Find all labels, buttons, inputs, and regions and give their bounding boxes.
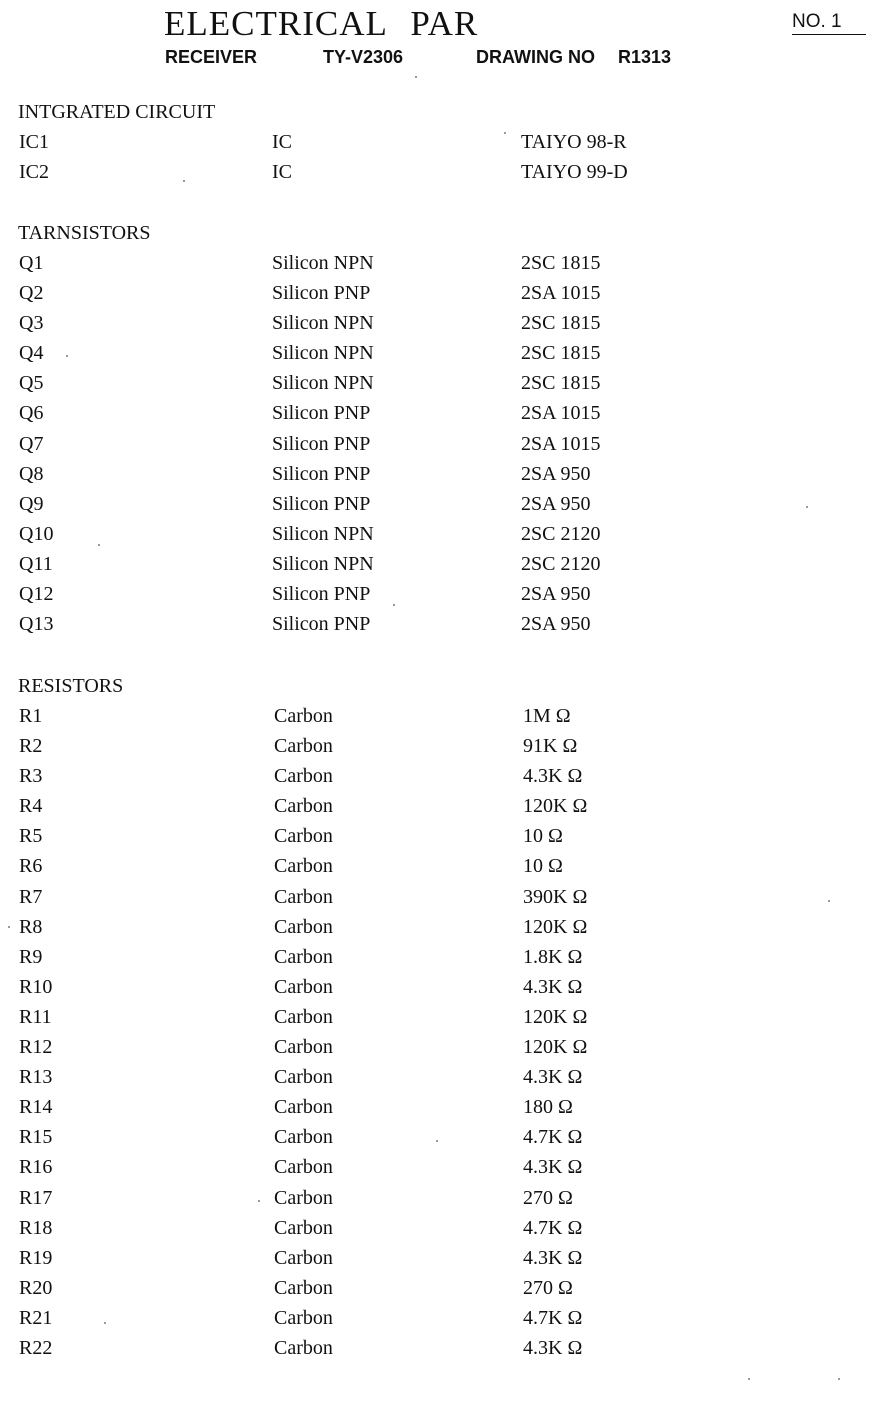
part-ref: Q1: [19, 252, 44, 274]
table-row: [0, 310, 876, 340]
part-ref: R14: [19, 1096, 53, 1119]
part-value: 2SA 950: [521, 462, 591, 485]
part-value: 4.7K Ω: [523, 1126, 583, 1149]
part-value: 4.3K Ω: [523, 975, 583, 998]
table-row: [0, 884, 876, 914]
part-ref: R12: [19, 1036, 53, 1059]
part-type: Carbon: [274, 765, 333, 788]
part-value: 120K Ω: [523, 1036, 588, 1059]
part-value: 4.7K Ω: [523, 1306, 583, 1329]
part-value: 2SA 950: [521, 492, 591, 515]
part-ref: R22: [19, 1336, 53, 1359]
part-ref: R8: [19, 915, 43, 938]
table-row: [0, 1215, 876, 1245]
table-row: [0, 1004, 876, 1034]
table-row: [0, 793, 876, 823]
table-row: [0, 914, 876, 944]
part-value: 4.3K Ω: [523, 1066, 583, 1089]
table-row: [0, 703, 876, 733]
part-ref: R20: [19, 1276, 53, 1299]
table-row: [0, 1094, 876, 1124]
product-label: RECEIVER: [165, 47, 258, 67]
part-ref: Q10: [19, 522, 54, 545]
part-value: 1.8K Ω: [523, 945, 583, 968]
resistor-list: [0, 703, 876, 1365]
part-ref: R1: [19, 705, 43, 727]
part-type: Silicon PNP: [272, 432, 371, 455]
part-ref: R3: [19, 765, 43, 788]
table-row: [0, 1124, 876, 1154]
part-type: Silicon PNP: [272, 492, 371, 515]
part-ref: R4: [19, 795, 43, 818]
part-ref: R18: [19, 1216, 53, 1239]
table-row: [0, 853, 876, 883]
part-value: 2SA 1015: [521, 402, 601, 425]
part-ref: Q11: [19, 552, 53, 575]
part-value: TAIYO 99-D: [521, 161, 628, 184]
table-row: [0, 340, 876, 370]
table-row: [0, 400, 876, 430]
transistor-list: [0, 250, 876, 641]
part-ref: R16: [19, 1156, 53, 1179]
scan-speck: [748, 1378, 750, 1380]
scan-speck: [104, 1322, 106, 1324]
scan-speck: [393, 604, 395, 606]
part-ref: Q6: [19, 402, 44, 425]
scan-speck: [183, 180, 185, 182]
part-type: Carbon: [274, 1306, 333, 1329]
table-row: [0, 1305, 876, 1335]
part-type: Carbon: [274, 1276, 333, 1299]
table-row: [0, 1185, 876, 1215]
part-value: 120K Ω: [523, 915, 588, 938]
part-ref: R2: [19, 735, 43, 758]
table-row: [0, 1335, 876, 1365]
section-title: INTGRATED CIRCUIT: [18, 101, 216, 123]
part-value: 2SC 1815: [521, 312, 601, 335]
part-type: Silicon PNP: [272, 462, 371, 485]
part-value: 120K Ω: [523, 795, 588, 818]
ic-list: [0, 129, 876, 189]
part-value: 4.3K Ω: [523, 1156, 583, 1179]
model-number: TY-V2306: [323, 47, 404, 67]
table-row: [0, 551, 876, 581]
part-value: 2SC 1815: [521, 342, 601, 365]
table-row: [0, 763, 876, 793]
part-value: 91K Ω: [523, 735, 578, 758]
part-ref: Q4: [19, 342, 44, 365]
table-row: [0, 974, 876, 1004]
part-value: 270 Ω: [523, 1276, 573, 1299]
part-type: Silicon NPN: [272, 312, 374, 335]
part-value: 4.3K Ω: [523, 765, 583, 788]
part-type: Carbon: [274, 705, 333, 727]
part-value: 2SA 950: [521, 583, 591, 606]
part-type: Silicon PNP: [272, 583, 371, 606]
scan-speck: [66, 355, 68, 357]
section-title: RESISTORS: [18, 675, 124, 697]
part-value: 2SC 2120: [521, 522, 601, 545]
table-row: [0, 280, 876, 310]
table-row: [0, 1034, 876, 1064]
scan-speck: [415, 76, 417, 78]
part-value: 390K Ω: [523, 885, 588, 908]
table-row: [0, 461, 876, 491]
part-type: Carbon: [274, 1126, 333, 1149]
part-ref: IC2: [19, 161, 49, 184]
part-type: Silicon NPN: [272, 372, 374, 395]
table-row: [0, 581, 876, 611]
drawing-number: R1313: [618, 47, 672, 67]
part-type: Silicon PNP: [272, 402, 371, 425]
table-row: [0, 521, 876, 551]
table-row: [0, 159, 876, 189]
part-type: Silicon PNP: [272, 282, 371, 305]
part-ref: IC1: [19, 131, 49, 153]
part-type: IC: [272, 161, 292, 184]
part-value: 120K Ω: [523, 1005, 588, 1028]
part-value: 1M Ω: [523, 705, 571, 727]
part-ref: R19: [19, 1246, 53, 1269]
part-ref: Q12: [19, 583, 54, 606]
scan-speck: [8, 926, 10, 928]
part-type: Carbon: [274, 825, 333, 848]
part-value: 2SC 2120: [521, 552, 601, 575]
part-value: 2SA 1015: [521, 432, 601, 455]
part-ref: R21: [19, 1306, 53, 1329]
part-type: Carbon: [274, 885, 333, 908]
part-type: IC: [272, 131, 292, 153]
part-value: 2SC 1815: [521, 252, 601, 274]
table-row: [0, 823, 876, 853]
table-row: [0, 611, 876, 641]
part-ref: R11: [19, 1005, 52, 1028]
scan-speck: [828, 900, 830, 902]
table-row: [0, 370, 876, 400]
part-value: 4.7K Ω: [523, 1216, 583, 1239]
part-type: Carbon: [274, 1216, 333, 1239]
page-number: NO. 1: [792, 10, 866, 35]
part-value: TAIYO 98-R: [521, 131, 627, 153]
part-value: 10 Ω: [523, 855, 563, 878]
scan-speck: [806, 506, 808, 508]
drawing-number-label: DRAWING NO: [476, 47, 595, 67]
table-row: [0, 733, 876, 763]
section-title: TARNSISTORS: [18, 222, 151, 244]
part-ref: R13: [19, 1066, 53, 1089]
part-ref: R6: [19, 855, 43, 878]
part-type: Carbon: [274, 795, 333, 818]
part-type: Carbon: [274, 1186, 333, 1209]
part-type: Carbon: [274, 735, 333, 758]
table-row: [0, 431, 876, 461]
part-type: Carbon: [274, 915, 333, 938]
part-type: Carbon: [274, 945, 333, 968]
part-value: 2SA 950: [521, 613, 591, 636]
scan-speck: [258, 1200, 260, 1202]
part-type: Carbon: [274, 1066, 333, 1089]
part-ref: R15: [19, 1126, 53, 1149]
part-value: 2SC 1815: [521, 372, 601, 395]
part-type: Silicon NPN: [272, 552, 374, 575]
table-row: [0, 129, 876, 159]
part-ref: Q9: [19, 492, 44, 515]
part-type: Carbon: [274, 1096, 333, 1119]
document-title: ELECTRICAL PAR: [164, 4, 479, 43]
part-value: 2SA 1015: [521, 282, 601, 305]
table-row: [0, 1245, 876, 1275]
scan-speck: [98, 544, 100, 546]
part-type: Carbon: [274, 1156, 333, 1179]
part-type: Carbon: [274, 855, 333, 878]
table-row: [0, 491, 876, 521]
table-row: [0, 1275, 876, 1305]
part-value: 270 Ω: [523, 1186, 573, 1209]
part-ref: R9: [19, 945, 43, 968]
part-value: 180 Ω: [523, 1096, 573, 1119]
table-row: [0, 1064, 876, 1094]
scan-speck: [436, 1140, 438, 1142]
part-type: Carbon: [274, 1246, 333, 1269]
scan-speck: [838, 1378, 840, 1380]
part-ref: R10: [19, 975, 53, 998]
part-ref: R5: [19, 825, 43, 848]
table-row: [0, 1154, 876, 1184]
part-value: 4.3K Ω: [523, 1336, 583, 1359]
part-ref: Q5: [19, 372, 44, 395]
part-ref: R7: [19, 885, 43, 908]
part-type: Silicon NPN: [272, 252, 374, 274]
scan-speck: [504, 132, 506, 134]
part-ref: Q3: [19, 312, 44, 335]
part-type: Carbon: [274, 1005, 333, 1028]
part-type: Silicon PNP: [272, 613, 371, 636]
part-ref: Q13: [19, 613, 54, 636]
part-value: 4.3K Ω: [523, 1246, 583, 1269]
part-type: Carbon: [274, 1036, 333, 1059]
table-row: [0, 250, 876, 280]
part-type: Carbon: [274, 975, 333, 998]
part-type: Silicon NPN: [272, 522, 374, 545]
part-ref: Q7: [19, 432, 44, 455]
part-type: Silicon NPN: [272, 342, 374, 365]
part-ref: Q2: [19, 282, 44, 305]
part-ref: Q8: [19, 462, 44, 485]
part-type: Carbon: [274, 1336, 333, 1359]
table-row: [0, 944, 876, 974]
part-value: 10 Ω: [523, 825, 563, 848]
part-ref: R17: [19, 1186, 53, 1209]
